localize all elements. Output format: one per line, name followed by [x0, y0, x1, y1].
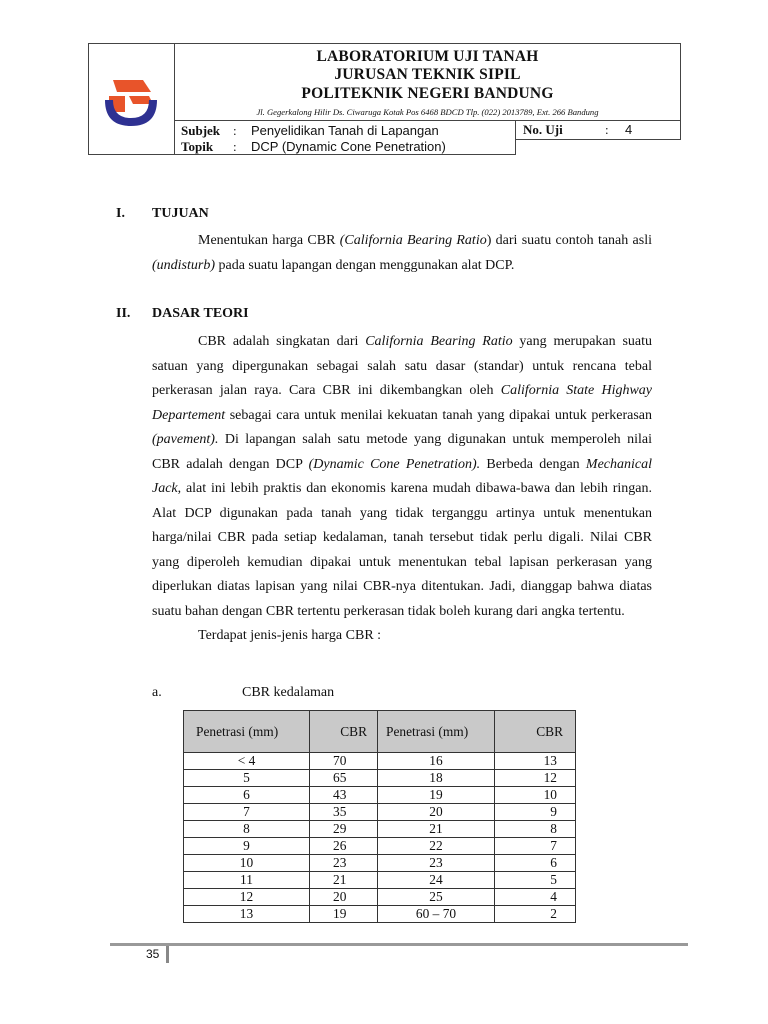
- text-run-italic: (California Bearing Ratio: [339, 233, 487, 248]
- table-cell: 23: [378, 855, 495, 872]
- list-item-a-text: CBR kedalaman: [242, 685, 335, 700]
- table-cell: 21: [378, 821, 495, 838]
- text-run: yang merupakan suatu satuan yang dipergunakan sebagai salah satu dasar (standar) untuk rencana tebal perkerasan jalan raya. Cara CBR ini dikembangkan oleh: [152, 334, 652, 398]
- table-cell: 19: [310, 906, 378, 923]
- table-row: [184, 821, 576, 838]
- table-cell: 13: [184, 906, 310, 923]
- table-cell: 10: [184, 855, 310, 872]
- table-row: [184, 804, 576, 821]
- table-cell: 6: [184, 787, 310, 804]
- table-cell: 25: [378, 889, 495, 906]
- table-row: [184, 872, 576, 889]
- table-cell: 26: [310, 838, 378, 855]
- lab-title: LABORATORIUM UJI TANAH: [316, 48, 539, 65]
- topik-value: DCP (Dynamic Cone Penetration): [251, 139, 446, 154]
- table-cell: 23: [310, 855, 378, 872]
- list-item-a-label: a.: [152, 685, 162, 700]
- table-cell: 60 – 70: [378, 906, 495, 923]
- header-penetration-2: Penetrasi (mm): [378, 711, 495, 753]
- table-cell: 16: [378, 753, 495, 770]
- subject-topic-cell: [175, 121, 516, 155]
- table-cell: 43: [310, 787, 378, 804]
- text-run-italic: California Bearing Ratio: [365, 334, 513, 349]
- test-number-cell: [516, 121, 681, 140]
- header-penetration-1: Penetrasi (mm): [184, 711, 310, 753]
- cbr-types-intro: Terdapat jenis-jenis harga CBR :: [198, 628, 382, 643]
- text-run-italic: (Dynamic Cone Penetration).: [308, 456, 481, 472]
- department-title: JURUSAN TEKNIK SIPIL: [334, 66, 521, 83]
- table-row: [184, 889, 576, 906]
- table-cell: 20: [378, 804, 495, 821]
- topik-row: [181, 139, 446, 155]
- header-cbr-2: CBR: [495, 711, 576, 753]
- table-cell: 20: [310, 889, 378, 906]
- topik-colon: :: [233, 139, 237, 154]
- text-run-italic: Mechanical Jack: [152, 456, 652, 496]
- table-cell: 12: [495, 770, 576, 787]
- table-cell: 5: [184, 770, 310, 787]
- section-2-title: DASAR TEORI: [152, 306, 249, 321]
- table-cell: 2: [495, 906, 576, 923]
- topik-label: Topik: [181, 139, 214, 154]
- table-cell: 22: [378, 838, 495, 855]
- table-cell: 11: [184, 872, 310, 889]
- nouji-value: 4: [625, 122, 633, 137]
- table-cell: 4: [495, 889, 576, 906]
- table-row: [184, 906, 576, 923]
- polban-logo-icon: [103, 72, 161, 130]
- text-run: , alat ini lebih praktis dan ekonomis karena mudah dibawa-bawa dan lebih ringan. Alat DCP digunakan pada tanah yang tidak terganggu artinya untuk menentukan harga/nilai CBR pada setiap kedalaman, tanah tersebut tidak perlu digali. Nilai CBR yang diperoleh kemudian dipakai untuk menentukan tebal lapisan perkerasan yang diperlukan diatas lapisan yang nilai CBR-nya ditentukan. Jadi, dianggap bahwa diatas suatu bahan dengan CBR tertentu perkerasan tidak boleh kurang dari angka tertentu.: [152, 481, 652, 619]
- subjek-row: [181, 123, 439, 139]
- table-header-row: [184, 711, 576, 753]
- text-run-italic: (undisturb): [152, 257, 215, 273]
- footer-bar: [166, 946, 169, 963]
- text-run: Menentukan harga CBR: [198, 233, 340, 248]
- table-cell: 7: [184, 804, 310, 821]
- table-cell: 12: [184, 889, 310, 906]
- table-cell: < 4: [184, 753, 310, 770]
- document-header: [88, 43, 681, 156]
- section-1-paragraph: [152, 229, 652, 278]
- table-cell: 7: [495, 838, 576, 855]
- table-cell: 13: [495, 753, 576, 770]
- table-cell: 8: [495, 821, 576, 838]
- table-cell: 10: [495, 787, 576, 804]
- section-2-paragraph: [152, 330, 652, 649]
- text-run: pada suatu lapangan dengan menggunakan alat DCP.: [215, 257, 515, 273]
- nouji-label: No. Uji: [523, 122, 563, 137]
- text-run: CBR adalah singkatan dari: [198, 334, 366, 349]
- table-row: [184, 770, 576, 787]
- table-row: [184, 787, 576, 804]
- text-run: sebagai cara untuk menilai kekuatan tanah yang dipakai untuk perkerasan: [225, 407, 652, 423]
- table-cell: 70: [310, 753, 378, 770]
- table-cell: 29: [310, 821, 378, 838]
- table-cell: 21: [310, 872, 378, 889]
- logo-cell: [88, 43, 175, 155]
- text-run-italic: (pavement).: [152, 432, 219, 447]
- table-cell: 35: [310, 804, 378, 821]
- page-number: 35: [146, 947, 160, 961]
- institution-title: POLITEKNIK NEGERI BANDUNG: [301, 85, 554, 102]
- text-run: ) dari suatu contoh tanah asli: [486, 233, 652, 248]
- table-cell: 24: [378, 872, 495, 889]
- table-row: [184, 838, 576, 855]
- header-cbr-1: CBR: [310, 711, 378, 753]
- table-cell: 6: [495, 855, 576, 872]
- subjek-value: Penyelidikan Tanah di Lapangan: [251, 123, 439, 138]
- cbr-depth-table: [183, 710, 576, 923]
- table-cell: 9: [495, 804, 576, 821]
- subjek-label: Subjek: [181, 123, 221, 138]
- table-cell: 9: [184, 838, 310, 855]
- table-row: [184, 753, 576, 770]
- text-run: Di lapangan salah satu metode yang digunakan untuk memperoleh nilai CBR adalah dengan DCP: [152, 432, 652, 472]
- nouji-colon: :: [605, 122, 609, 137]
- title-cell: [175, 43, 681, 121]
- section-1-number: I.: [116, 206, 125, 221]
- table-cell: 19: [378, 787, 495, 804]
- text-run-italic: California State Highway Departement: [152, 383, 653, 423]
- table-row: [184, 855, 576, 872]
- text-run: Berbeda dengan: [480, 456, 586, 472]
- subjek-colon: :: [233, 123, 237, 138]
- table-cell: 18: [378, 770, 495, 787]
- table-cell: 5: [495, 872, 576, 889]
- table-cell: 8: [184, 821, 310, 838]
- footer-divider: [110, 943, 688, 946]
- address: Jl. Gegerkalong Hilir Ds. Ciwaruga Kotak Pos 6468 BDCD Tlp. (022) 2013789, Ext. 266 Bandung: [256, 107, 599, 117]
- table-cell: 65: [310, 770, 378, 787]
- section-1-title: TUJUAN: [152, 206, 209, 221]
- section-2-number: II.: [116, 306, 131, 321]
